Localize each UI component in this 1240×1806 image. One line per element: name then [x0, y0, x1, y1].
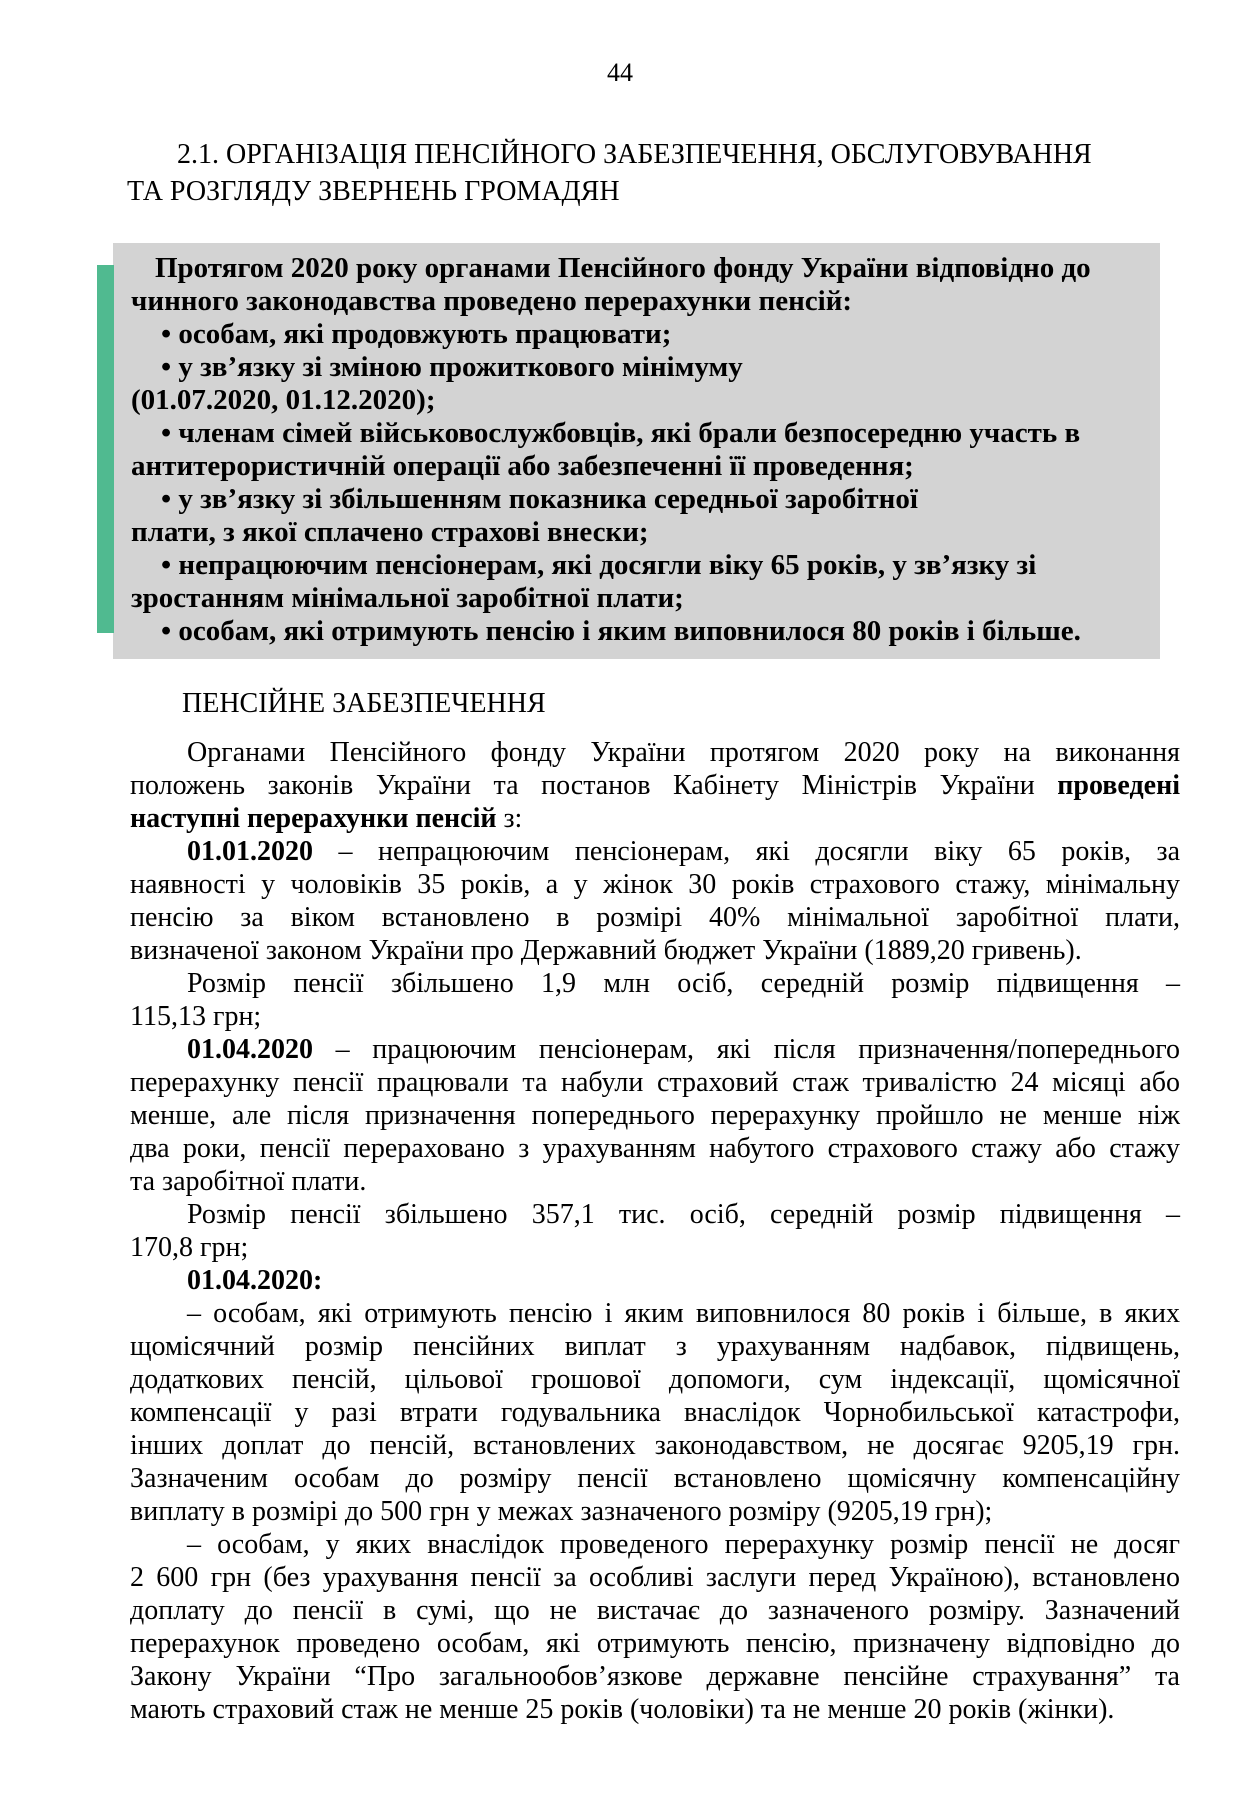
highlight-line: чинного законодавства проведено перерахунки пенсій: [131, 285, 853, 317]
text-line [130, 769, 1180, 802]
text-line [130, 1462, 1180, 1495]
text-line [130, 901, 1180, 934]
text-segment: два роки, пенсії перераховано з урахуванням набутого страхового стажу або стажу [130, 1133, 1180, 1164]
chapter-heading [127, 136, 1180, 210]
text-segment: інших доплат до пенсій, встановлених законодавством, не досягає 9205,19 грн. [130, 1430, 1180, 1461]
text-segment: – непрацюючим пенсіонерам, які досягли віку 65 років, за [313, 836, 1180, 867]
text-segment: перерахунок проведено особам, які отримують пенсію, призначену відповідно до [130, 1628, 1180, 1659]
text-line [130, 1099, 1180, 1132]
text-line [130, 1000, 1180, 1033]
text-segment: 170,8 грн; [130, 1232, 249, 1263]
text-segment: – особам, які отримують пенсію і яким виповнилося 80 років і більше, в яких [187, 1298, 1180, 1329]
text-line [130, 1363, 1180, 1396]
text-line [130, 1396, 1180, 1429]
text-line [130, 1132, 1180, 1165]
highlight-box [113, 243, 1160, 659]
highlight-line: • особам, які продовжують працювати; [161, 318, 672, 350]
text-segment: з: [496, 803, 523, 834]
text-line [130, 1297, 1180, 1330]
highlight-line: (01.07.2020, 01.12.2020); [131, 384, 436, 416]
text-line [130, 1528, 1180, 1561]
text-segment: – працюючим пенсіонерам, які після призначення/попереднього [313, 1034, 1180, 1065]
text-line [130, 868, 1180, 901]
text-segment: щомісячний розмір пенсійних виплат з урахуванням надбавок, підвищень, [130, 1331, 1180, 1362]
highlight-line: • членам сімей військовослужбовців, які брали безпосередню участь в [161, 417, 1081, 449]
text-segment: та заробітної плати. [130, 1166, 367, 1197]
paragraph [130, 736, 1180, 835]
highlight-line: зростанням мінімальної заробітної плати; [131, 582, 684, 614]
text-segment: Органами Пенсійного фонду України протягом 2020 року на виконання [187, 737, 1180, 768]
paragraph [130, 1033, 1180, 1198]
text-segment: Розмір пенсії збільшено 1,9 млн осіб, середній розмір підвищення – [187, 968, 1180, 999]
chapter-heading-line-1: 2.1. ОРГАНІЗАЦІЯ ПЕНСІЙНОГО ЗАБЕЗПЕЧЕННЯ, ОБСЛУГОВУВАННЯ [177, 139, 1092, 170]
text-line [130, 967, 1180, 1000]
text-segment: доплату до пенсії в сумі, що не вистачає до зазначеного розміру. Зазначений [130, 1595, 1180, 1626]
paragraph [130, 835, 1180, 967]
text-line [130, 1660, 1180, 1693]
text-segment: – особам, у яких внаслідок проведеного перерахунку розмір пенсії не досяг [187, 1529, 1180, 1560]
bold-text-segment: проведені [1057, 770, 1180, 801]
text-segment: Закону України “Про загальнообов’язкове державне пенсійне страхування” та [130, 1661, 1180, 1692]
text-line [130, 1594, 1180, 1627]
chapter-heading-line-2: ТА РОЗГЛЯДУ ЗВЕРНЕНЬ ГРОМАДЯН [127, 176, 620, 207]
highlight-block [0, 243, 1240, 659]
text-line [130, 1693, 1180, 1726]
text-segment: пенсію за віком встановлено в розмірі 40% мінімальної заробітної плати, [130, 902, 1180, 933]
text-segment: положень законів України та постанов Кабінету Міністрів України [130, 770, 1058, 801]
text-line [130, 1330, 1180, 1363]
text-segment: менше, але після призначення попереднього перерахунку пройшло не менше ніж [130, 1100, 1180, 1131]
highlight-line: • особам, які отримують пенсію і яким виповнилося 80 років і більше. [161, 615, 1081, 647]
highlight-line: • у зв’язку зі збільшенням показника середньої заробітної [161, 483, 918, 515]
text-line [130, 802, 1180, 835]
text-segment: наявності у чоловіків 35 років, а у жінок 30 років страхового стажу, мінімальну [130, 869, 1180, 900]
text-line [130, 1264, 1180, 1297]
highlight-line: Протягом 2020 року органами Пенсійного фонду України відповідно до [155, 252, 1091, 284]
bold-text-segment: 01.04.2020 [187, 1034, 313, 1065]
paragraph [130, 1297, 1180, 1528]
paragraph [130, 1198, 1180, 1264]
bold-text-segment: 01.01.2020 [187, 836, 313, 867]
text-segment: виплату в розмірі до 500 грн у межах зазначеного розміру (9205,19 грн); [130, 1496, 993, 1527]
body-text [130, 736, 1180, 1726]
highlight-line: плати, з якої сплачено страхові внески; [131, 516, 649, 548]
paragraph [130, 1528, 1180, 1726]
highlight-line: антитерористичній операції або забезпеченні її проведення; [131, 450, 914, 482]
text-line [130, 1033, 1180, 1066]
text-line [130, 1231, 1180, 1264]
text-segment: Зазначеним особам до розміру пенсії встановлено щомісячну компенсаційну [130, 1463, 1180, 1494]
bold-text-segment: наступні перерахунки пенсій [130, 803, 497, 834]
text-segment: Розмір пенсії збільшено 357,1 тис. осіб, середній розмір підвищення – [187, 1199, 1180, 1230]
text-line [130, 934, 1180, 967]
paragraph [130, 967, 1180, 1033]
text-line [130, 1198, 1180, 1231]
text-line [130, 736, 1180, 769]
text-line [130, 1627, 1180, 1660]
text-segment: 2 600 грн (без урахування пенсії за особливі заслуги перед Україною), встановлено [130, 1562, 1180, 1593]
text-line [130, 1429, 1180, 1462]
text-line [130, 1066, 1180, 1099]
text-segment: додаткових пенсій, цільової грошової допомоги, сум індексації, щомісячної [130, 1364, 1180, 1395]
accent-bar [97, 265, 114, 633]
text-segment: визначеної законом України про Державний бюджет України (1889,20 гривень). [130, 935, 1082, 966]
text-line [130, 1495, 1180, 1528]
text-line [130, 1561, 1180, 1594]
text-segment: 115,13 грн; [130, 1001, 262, 1032]
subsection-title: ПЕНСІЙНЕ ЗАБЕЗПЕЧЕННЯ [182, 688, 546, 719]
bold-text-segment: 01.04.2020: [187, 1265, 323, 1296]
text-segment: мають страховий стаж не менше 25 років (чоловіки) та не менше 20 років (жінки). [130, 1694, 1115, 1725]
highlight-line: • непрацюючим пенсіонерам, які досягли віку 65 років, у зв’язку зі [161, 549, 1037, 581]
text-segment: компенсації у разі втрати годувальника внаслідок Чорнобильської катастрофи, [130, 1397, 1180, 1428]
paragraph [130, 1264, 1180, 1297]
text-line [130, 835, 1180, 868]
text-line [130, 1165, 1180, 1198]
text-segment: перерахунку пенсії працювали та набули страховий стаж тривалістю 24 місяці або [130, 1067, 1180, 1098]
highlight-line: • у зв’язку зі зміною прожиткового мінімуму [161, 351, 743, 383]
page-number: 44 [607, 58, 633, 87]
